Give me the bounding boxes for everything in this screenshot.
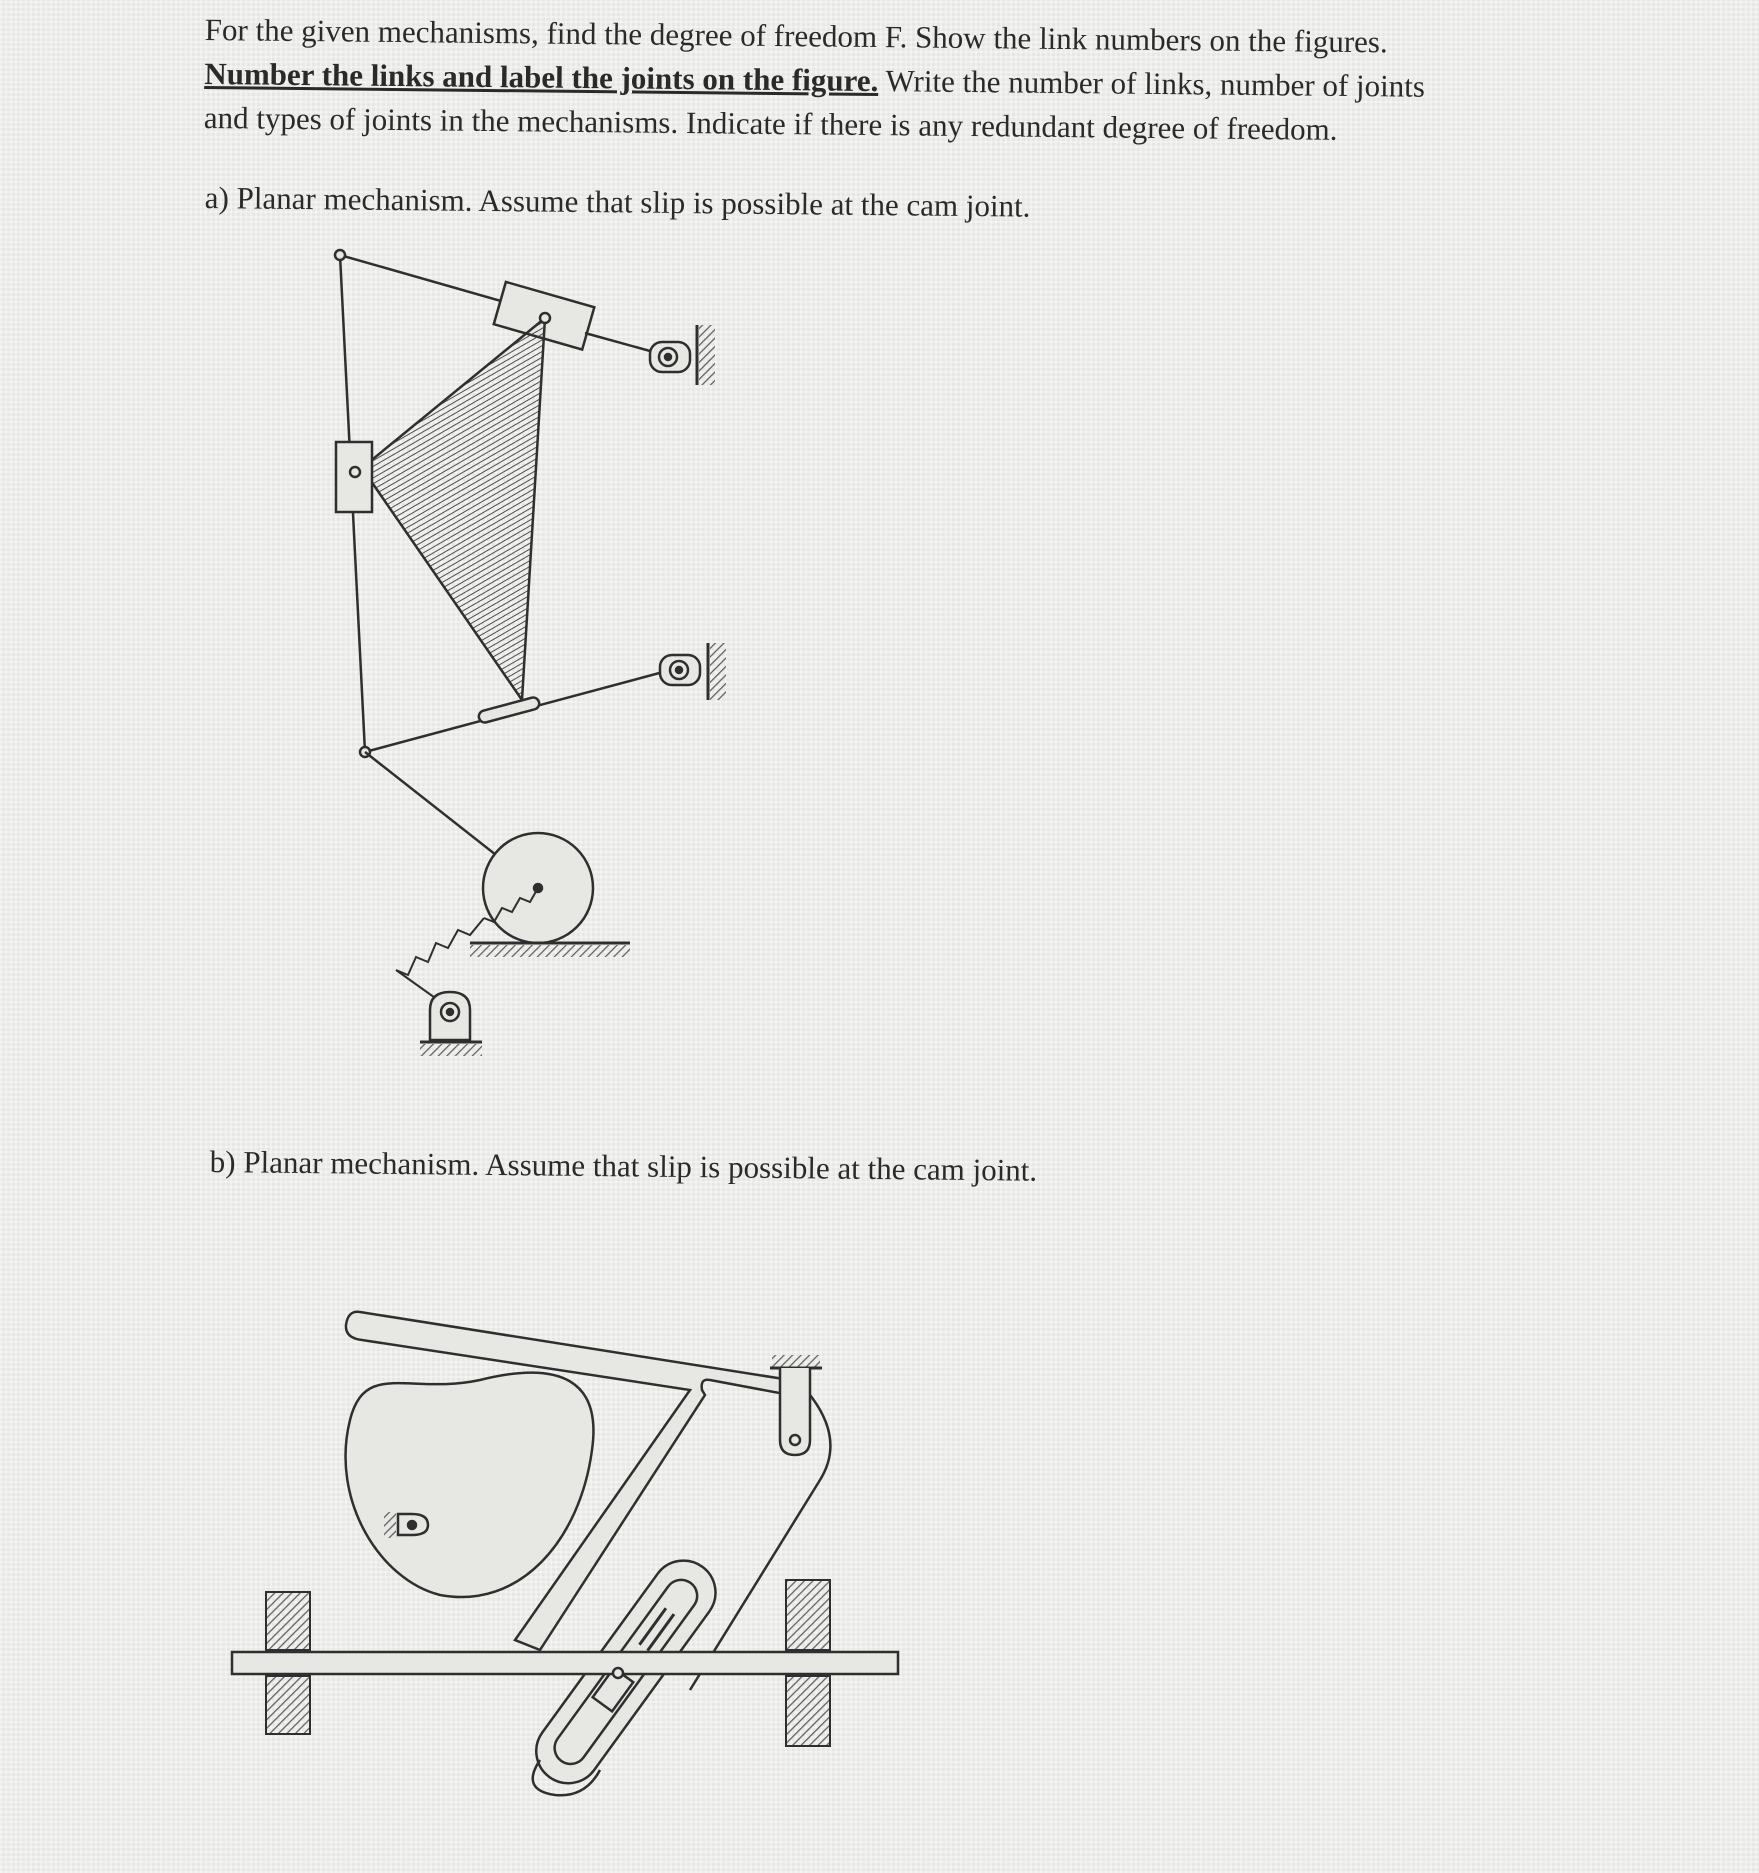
part-a-label: a) Planar mechanism. Assume that slip is possible at the cam joint. xyxy=(204,179,1031,224)
figure-b-cam-pivot xyxy=(384,1512,428,1538)
figure-a-top-link xyxy=(340,255,515,305)
figure-a-ground-pivot-middle xyxy=(660,643,726,700)
figure-a-top-pivot xyxy=(335,250,345,260)
instructions-line-3: and types of joints in the mechanisms. Indicate if there is any redundant degree of freedom. xyxy=(203,99,1338,147)
figure-b-slider-pin xyxy=(613,1668,623,1678)
figure-a-linkage xyxy=(335,250,726,1056)
figure-a-ground-pivot-bottom xyxy=(420,992,482,1056)
figure-b-ground-pivot xyxy=(770,1355,822,1455)
figure-b-cam-mechanism xyxy=(232,1312,898,1796)
figure-a-ground-pivot-top xyxy=(650,325,715,385)
part-b-label: b) Planar mechanism. Assume that slip is possible at the cam joint. xyxy=(209,1143,1038,1188)
figure-a-lower-slider xyxy=(478,696,541,724)
instructions-line-1: For the given mechanisms, find the degree of freedom F. Show the link numbers on the figures. xyxy=(204,11,1388,60)
figure-b-cam xyxy=(346,1373,594,1597)
instructions-emphasis: Number the links and label the joints on the figure. xyxy=(204,55,879,99)
figure-b-slider-bar xyxy=(232,1652,898,1674)
figure-a-ternary-link xyxy=(362,318,545,700)
figure-a-left-slider-pin xyxy=(350,467,360,477)
figure-a-triangle-pin-top xyxy=(540,313,550,323)
instructions-line-2-rest: Write the number of links, number of joints xyxy=(878,63,1426,104)
